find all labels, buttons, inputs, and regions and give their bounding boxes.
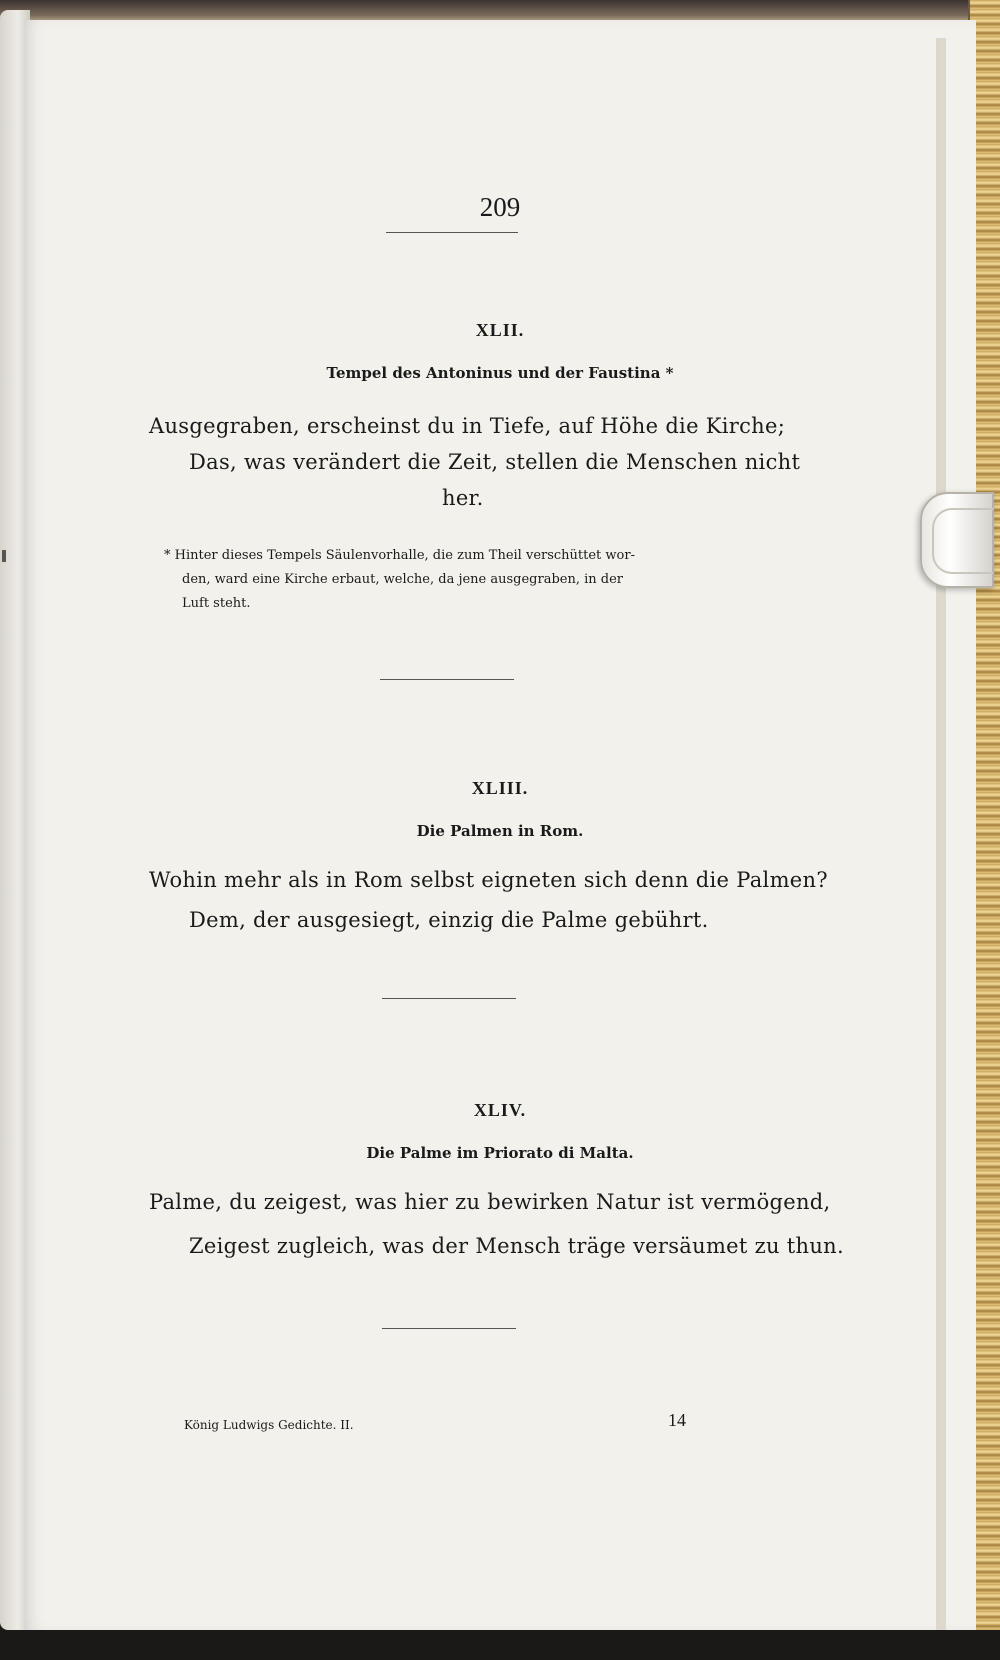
verse-line: Das, was verändert die Zeit, stellen die Menschen nicht <box>189 450 801 474</box>
section-number: XLIV. <box>473 1100 527 1120</box>
section-title: Die Palmen in Rom. <box>416 822 584 840</box>
footnote-line: Luft steht. <box>182 596 251 611</box>
section-number: XLIII. <box>471 778 529 798</box>
section-title: Die Palme im Priorato di Malta. <box>366 1144 634 1162</box>
footnote-line: * Hinter dieses Tempels Säulenvorhalle, die zum Theil verschüttet wor- <box>164 548 635 563</box>
page-number: 209 <box>479 192 521 222</box>
section-number: XLII. <box>475 320 525 340</box>
header-rule <box>386 232 518 233</box>
section-rule <box>382 998 516 999</box>
section-rule <box>382 1328 516 1329</box>
verse-line: Dem, der ausgesiegt, einzig die Palme gebührt. <box>189 908 709 932</box>
scan-top-edge <box>0 0 1000 22</box>
footnote-line: den, ward eine Kirche erbaut, welche, da jene ausgegraben, in der <box>182 572 624 587</box>
book-page <box>24 20 976 1630</box>
verse-line: Ausgegraben, erscheinst du in Tiefe, auf Höhe die Kirche; <box>149 414 786 438</box>
page-clip-inner <box>932 508 994 574</box>
verse-line: Wohin mehr als in Rom selbst eigneten sich denn die Palmen? <box>149 868 828 892</box>
footer-signature: König Ludwigs Gedichte. II. <box>184 1418 354 1432</box>
verse-line: her. <box>442 486 484 510</box>
scan-bottom-edge <box>0 1630 1000 1660</box>
section-rule <box>380 679 514 680</box>
verse-line: Palme, du zeigest, was hier zu bewirken Natur ist vermögend, <box>149 1190 831 1214</box>
page-stack-edge <box>936 38 946 1653</box>
page-clip <box>920 492 994 588</box>
cover-mark <box>2 550 6 562</box>
verse-line: Zeigest zugleich, was der Mensch träge versäumet zu thun. <box>189 1234 844 1258</box>
section-title: Tempel des Antoninus und der Faustina * <box>326 364 674 382</box>
sheet-number: 14 <box>668 1410 686 1430</box>
